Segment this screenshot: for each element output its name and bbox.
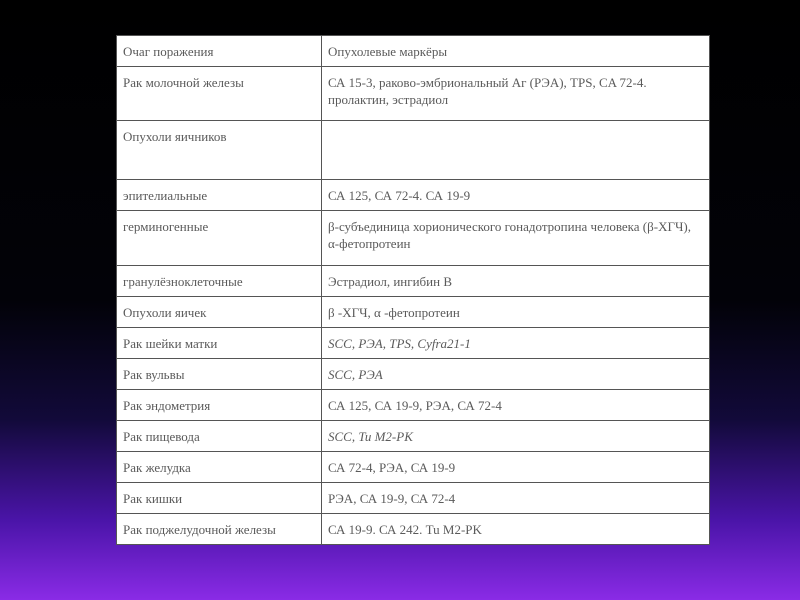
markers-cell: СА 72-4, РЭА, СА 19-9 — [322, 452, 710, 483]
markers-cell — [322, 121, 710, 180]
table-row — [117, 328, 710, 359]
markers-cell: СА 125, СА 72-4. СА 19-9 — [322, 180, 710, 211]
table-row — [117, 121, 710, 180]
site-cell: гранулёзноклеточные — [117, 266, 322, 297]
site-cell: Опухоли яичек — [117, 297, 322, 328]
table-row — [117, 67, 710, 121]
site-cell: эпителиальные — [117, 180, 322, 211]
site-cell: Рак молочной железы — [117, 67, 322, 121]
site-cell: Рак вульвы — [117, 359, 322, 390]
table-row — [117, 180, 710, 211]
table-header-row — [117, 36, 710, 67]
site-cell: Рак пищевода — [117, 421, 322, 452]
site-cell: Рак поджелудочной железы — [117, 514, 322, 545]
markers-cell: SCC, РЭА, TPS, Cyfra21-1 — [322, 328, 710, 359]
site-cell: Рак кишки — [117, 483, 322, 514]
markers-cell: Эстрадиол, ингибин В — [322, 266, 710, 297]
table-row — [117, 297, 710, 328]
table-row — [117, 211, 710, 266]
site-cell: Рак эндометрия — [117, 390, 322, 421]
markers-cell: β-субъединица хорионического гонадотропина человека (β-ХГЧ), α-фетопротеин — [322, 211, 710, 266]
markers-cell: SCC, РЭА — [322, 359, 710, 390]
tumor-markers-table — [116, 35, 710, 545]
table-row — [117, 452, 710, 483]
table-row — [117, 266, 710, 297]
markers-cell: SCC, Tu M2-PK — [322, 421, 710, 452]
table-row — [117, 421, 710, 452]
table-row — [117, 483, 710, 514]
markers-cell: СА 19-9. СА 242. Tu M2-PK — [322, 514, 710, 545]
markers-cell: РЭА, СА 19-9, СА 72-4 — [322, 483, 710, 514]
header-cell-markers: Опухолевые маркёры — [322, 36, 710, 67]
table-row — [117, 514, 710, 545]
markers-cell: β -ХГЧ, α -фетопротеин — [322, 297, 710, 328]
markers-cell: СА 15-3, раково-эмбриональный Аг (РЭА), TPS, CA 72-4. пролактин, эстрадиол — [322, 67, 710, 121]
header-cell-site: Очаг поражения — [117, 36, 322, 67]
table-row — [117, 390, 710, 421]
site-cell: Рак шейки матки — [117, 328, 322, 359]
site-cell: Опухоли яичников — [117, 121, 322, 180]
site-cell: Рак желудка — [117, 452, 322, 483]
markers-cell: СА 125, СА 19-9, РЭА, СА 72-4 — [322, 390, 710, 421]
table-row — [117, 359, 710, 390]
site-cell: герминогенные — [117, 211, 322, 266]
